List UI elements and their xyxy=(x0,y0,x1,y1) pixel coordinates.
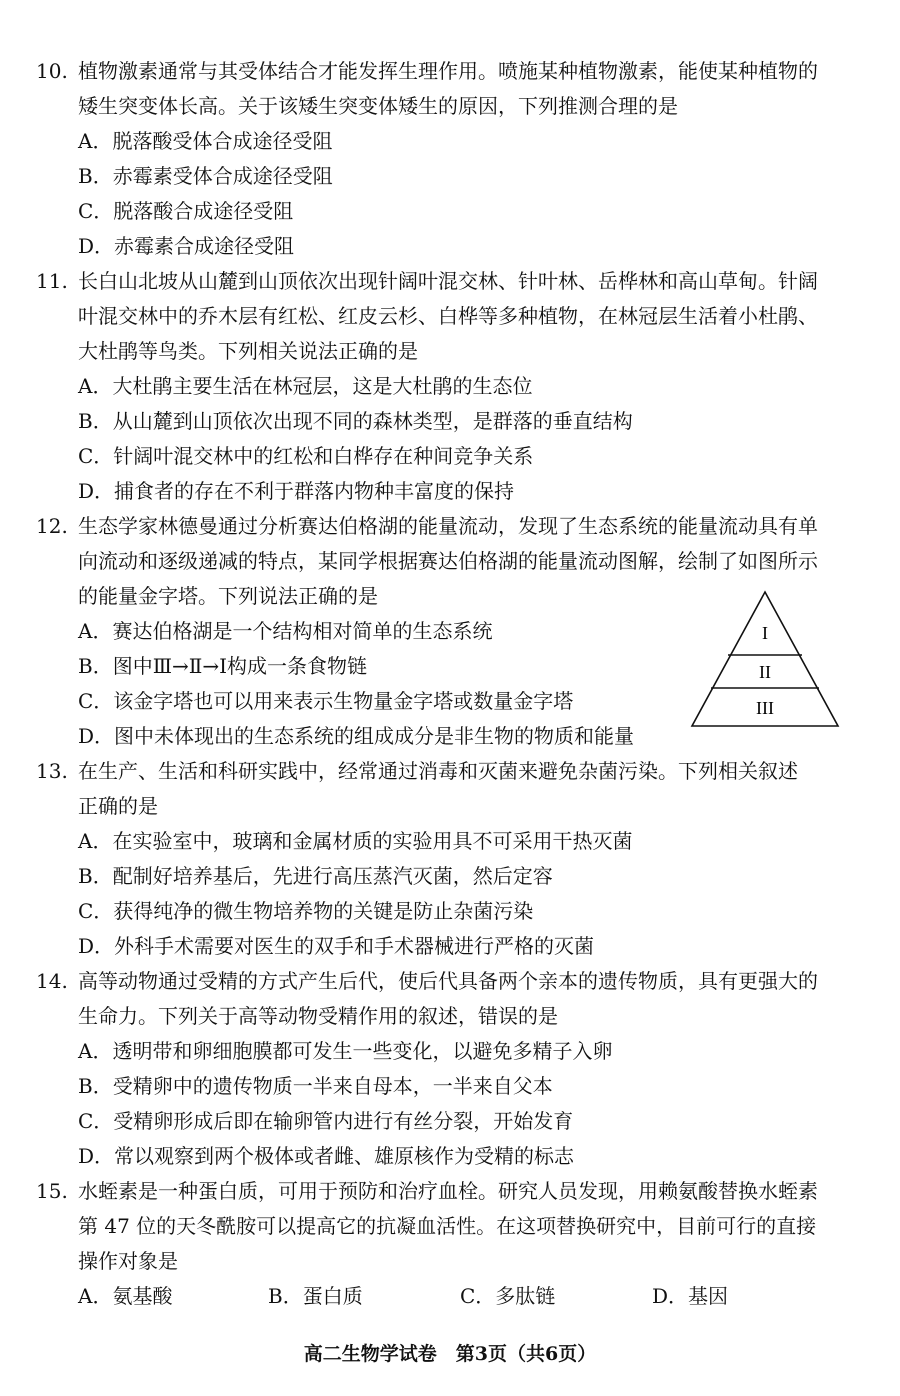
option-b: B．赤霉素受体合成途径受阻 xyxy=(78,164,333,188)
question-number: 11. xyxy=(36,269,68,293)
question-stem-line: 的能量金字塔。下列说法正确的是 xyxy=(78,584,378,608)
question-stem-line: 长白山北坡从山麓到山顶依次出现针阔叶混交林、针叶林、岳桦林和高山草甸。针阔 xyxy=(78,269,818,293)
option-a: A．氨基酸 xyxy=(78,1284,173,1308)
option-b: B．蛋白质 xyxy=(268,1284,363,1308)
question-stem-line: 植物激素通常与其受体结合才能发挥生理作用。喷施某种植物激素，能使某种植物的 xyxy=(78,59,818,83)
option-d: D．基因 xyxy=(652,1284,729,1308)
option-a: A．脱落酸受体合成途径受阻 xyxy=(78,129,333,153)
pyramid-level-1: I xyxy=(762,623,768,643)
option-c: C．受精卵形成后即在输卵管内进行有丝分裂，开始发育 xyxy=(78,1109,574,1133)
option-c: C．针阔叶混交林中的红松和白桦存在种间竞争关系 xyxy=(78,444,534,468)
question-stem-line: 生命力。下列关于高等动物受精作用的叙述，错误的是 xyxy=(78,1004,558,1028)
pyramid-level-2: II xyxy=(759,662,771,682)
option-a: A．在实验室中，玻璃和金属材质的实验用具不可采用干热灭菌 xyxy=(78,829,633,853)
option-c: C．获得纯净的微生物培养物的关键是防止杂菌污染 xyxy=(78,899,534,923)
option-d: D．图中未体现出的生态系统的组成成分是非生物的物质和能量 xyxy=(78,724,635,748)
option-d: D．捕食者的存在不利于群落内物种丰富度的保持 xyxy=(78,479,515,503)
question-number: 12. xyxy=(36,514,68,538)
option-a: A．透明带和卵细胞膜都可发生一些变化，以避免多精子入卵 xyxy=(78,1039,613,1063)
question-stem-line: 水蛭素是一种蛋白质，可用于预防和治疗血栓。研究人员发现，用赖氨酸替换水蛭素 xyxy=(78,1179,818,1203)
question-stem-line: 高等动物通过受精的方式产生后代，使后代具备两个亲本的遗传物质，具有更强大的 xyxy=(78,969,818,993)
question-stem-line: 向流动和逐级递减的特点，某同学根据赛达伯格湖的能量流动图解，绘制了如图所示 xyxy=(78,549,818,573)
option-b: B．图中Ⅲ→Ⅱ→Ⅰ构成一条食物链 xyxy=(78,654,367,678)
question-number: 14. xyxy=(36,969,68,993)
question-stem-line: 操作对象是 xyxy=(78,1249,178,1273)
option-d: D．常以观察到两个极体或者雌、雄原核作为受精的标志 xyxy=(78,1144,575,1168)
option-b: B．配制好培养基后，先进行高压蒸汽灭菌，然后定容 xyxy=(78,864,553,888)
option-d: D．外科手术需要对医生的双手和手术器械进行严格的灭菌 xyxy=(78,934,595,958)
option-d: D．赤霉素合成途径受阻 xyxy=(78,234,295,258)
question-stem-line: 生态学家林德曼通过分析赛达伯格湖的能量流动，发现了生态系统的能量流动具有单 xyxy=(78,514,818,538)
energy-pyramid-diagram xyxy=(690,590,840,728)
option-c: C．多肽链 xyxy=(460,1284,556,1308)
question-number: 10. xyxy=(36,59,68,83)
question-stem-line: 在生产、生活和科研实践中，经常通过消毒和灭菌来避免杂菌污染。下列相关叙述 xyxy=(78,759,798,783)
question-stem-line: 大杜鹃等鸟类。下列相关说法正确的是 xyxy=(78,339,418,363)
question-number: 15. xyxy=(36,1179,68,1203)
page-footer: 高二生物学试卷 第3页（共6页） xyxy=(303,1343,597,1365)
question-stem-line: 正确的是 xyxy=(78,794,158,818)
question-number: 13. xyxy=(36,759,68,783)
option-c: C．脱落酸合成途径受阻 xyxy=(78,199,294,223)
question-stem-line: 第 47 位的天冬酰胺可以提高它的抗凝血活性。在这项替换研究中，目前可行的直接 xyxy=(78,1214,817,1238)
question-stem-line: 叶混交林中的乔木层有红松、红皮云杉、白桦等多种植物，在林冠层生活着小杜鹃、 xyxy=(78,304,818,328)
option-a: A．赛达伯格湖是一个结构相对简单的生态系统 xyxy=(78,619,493,643)
option-c: C．该金字塔也可以用来表示生物量金字塔或数量金字塔 xyxy=(78,689,574,713)
question-stem-line: 矮生突变体长高。关于该矮生突变体矮生的原因，下列推测合理的是 xyxy=(78,94,678,118)
pyramid-level-3: III xyxy=(756,698,774,718)
option-a: A．大杜鹃主要生活在林冠层，这是大杜鹃的生态位 xyxy=(78,374,533,398)
option-b: B．受精卵中的遗传物质一半来自母本，一半来自父本 xyxy=(78,1074,553,1098)
option-b: B．从山麓到山顶依次出现不同的森林类型，是群落的垂直结构 xyxy=(78,409,633,433)
